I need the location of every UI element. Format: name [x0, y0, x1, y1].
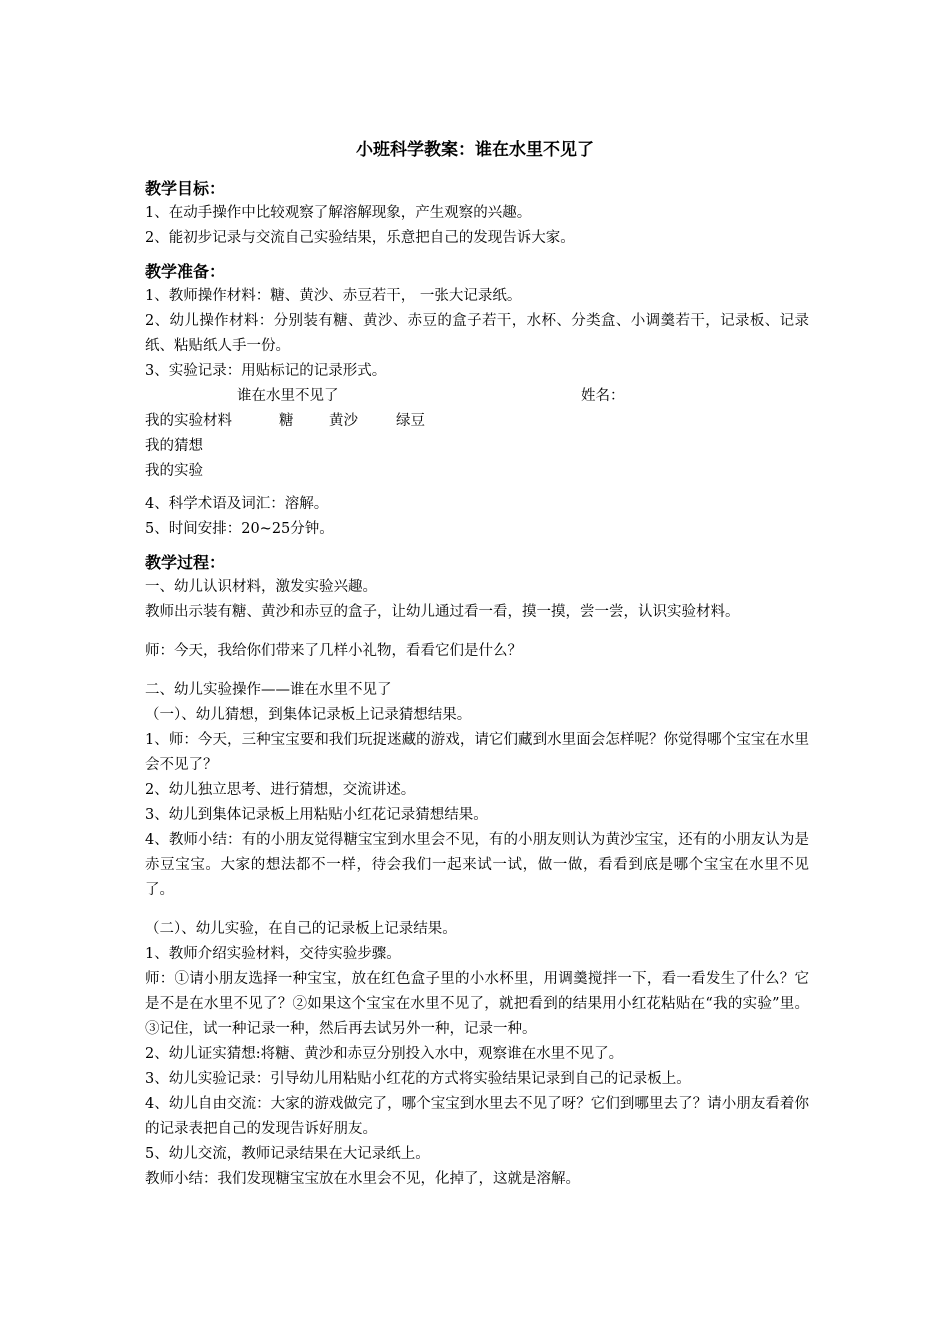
sub2-item: 5、幼儿交流，教师记录结果在大记录纸上。 [145, 1146, 430, 1162]
prep-item: 1、教师操作材料：糖、黄沙、赤豆若干， 一张大记录纸。 [145, 288, 522, 304]
sub2-item: 教师小结：我们发现糖宝宝放在水里会不见，化掉了，这就是溶解。 [145, 1171, 580, 1187]
prep-item: 2、幼儿操作材料：分别装有糖、黄沙、赤豆的盒子若干，水杯、分类盒、小调羹若干，记录板、记录纸、粘贴纸人手一份。 [145, 313, 809, 354]
sub2-item: 2、幼儿证实猜想:将糖、黄沙和赤豆分别投入水中，观察谁在水里不见了。 [145, 1046, 624, 1062]
record-material-sand: 黄沙 [329, 413, 358, 429]
goal-item: 1、在动手操作中比较观察了解溶解现象，产生观察的兴趣。 [145, 205, 532, 221]
goal-item: 2、能初步记录与交流自己实验结果，乐意把自己的发现告诉大家。 [145, 230, 575, 246]
record-materials-row [145, 409, 809, 434]
prep-item: 5、时间安排：20~25分钟。 [145, 521, 334, 537]
record-row-guess: 我的猜想 [145, 438, 203, 454]
record-row-experiment: 我的实验 [145, 463, 203, 479]
page-title: 小班科学教案：谁在水里不见了 [356, 140, 594, 160]
goals-heading: 教学目标： [145, 179, 226, 198]
sub2-item: 3、幼儿实验记录：引导幼儿用粘贴小红花的方式将实验结果记录到自己的记录板上。 [145, 1071, 691, 1087]
sub2-item: 师：①请小朋友选择一种宝宝，放在红色盒子里的小水杯里，用调羹搅拌一下，看一看发生了什么？它是不是在水里不见了？②如果这个宝宝在水里不见了，就把看到的结果用小红花粘贴在“我的实验”里。③记住，试一种记录一种，然后再去试另外一种，记录一种。 [145, 971, 809, 1037]
part1-quote: 师：今天，我给你们带来了几样小礼物，看看它们是什么？ [145, 643, 522, 659]
part1-text: 教师出示装有糖、黄沙和赤豆的盒子，让幼儿通过看一看，摸一摸，尝一尝，认识实验材料。 [145, 604, 740, 620]
sub1-item: 1、师：今天，三种宝宝要和我们玩捉迷藏的游戏，请它们藏到水里面会怎样呢？你觉得哪个宝宝在水里会不见了？ [145, 732, 809, 773]
record-title: 谁在水里不见了 [237, 388, 339, 404]
sub2-title: （二）、幼儿实验，在自己的记录板上记录结果。 [145, 921, 457, 937]
sub1-item: 3、幼儿到集体记录板上用粘贴小红花记录猜想结果。 [145, 807, 488, 823]
sub1-item: 2、幼儿独立思考、进行猜想，交流讲述。 [145, 782, 416, 798]
sub1-title: （一）、幼儿猜想，到集体记录板上记录猜想结果。 [145, 707, 472, 723]
sub2-item: 1、教师介绍实验材料，交待实验步骤。 [145, 946, 401, 962]
prep-heading: 教学准备： [145, 262, 226, 281]
process-heading: 教学过程： [145, 553, 226, 572]
sub1-item: 4、教师小结：有的小朋友觉得糖宝宝到水里会不见，有的小朋友则认为黄沙宝宝，还有的小朋友认为是赤豆宝宝。大家的想法都不一样，待会我们一起来试一试，做一做，看看到底是哪个宝宝在水里不见了。 [145, 832, 809, 898]
document-body [145, 176, 809, 1192]
record-material-beans: 绿豆 [396, 413, 425, 429]
record-name-label: 姓名： [581, 388, 625, 404]
sub2-item: 4、幼儿自由交流：大家的游戏做完了，哪个宝宝到水里去不见了呀？它们到哪里去了？请小朋友看着你的记录表把自己的发现告诉好朋友。 [145, 1096, 809, 1137]
prep-item: 3、实验记录：用贴标记的记录形式。 [145, 363, 387, 379]
record-title-row [145, 384, 809, 409]
prep-item: 4、科学术语及词汇：溶解。 [145, 496, 329, 512]
record-material-label: 我的实验材料 [145, 413, 232, 429]
part2-title: 二、幼儿实验操作——谁在水里不见了 [145, 682, 392, 698]
record-material-sugar: 糖 [279, 413, 294, 429]
part1-title: 一、幼儿认识材料，激发实验兴趣。 [145, 579, 377, 595]
